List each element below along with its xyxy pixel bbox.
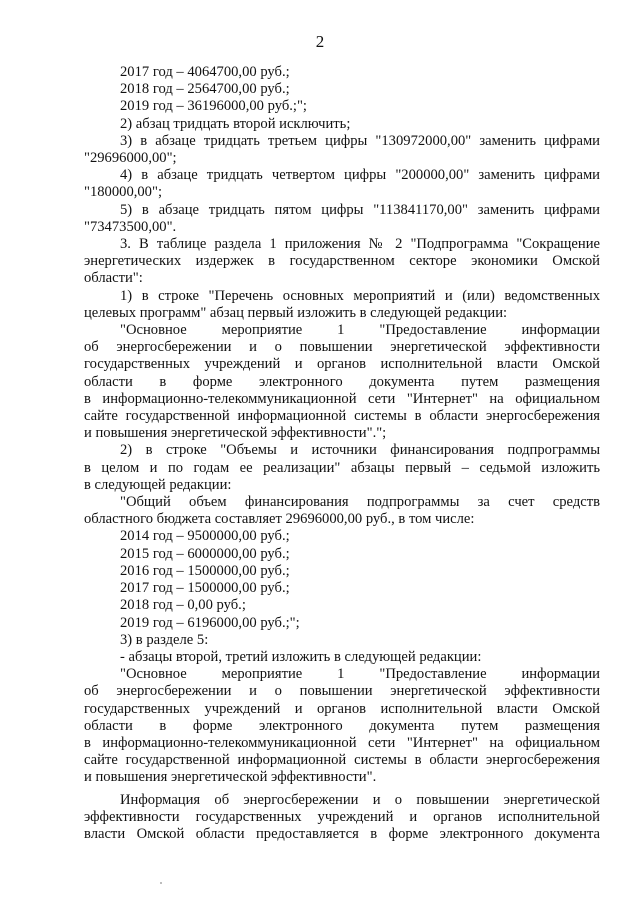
text-line: власти Омской области предоставляется в форме электронного документа (84, 825, 600, 842)
text-line: 3) в разделе 5: (120, 631, 209, 648)
text-line: энергетических издержек в государственном секторе экономики Омской (84, 253, 600, 270)
text-line: 2016 год – 1500000,00 руб.; (120, 562, 290, 579)
text-line: области": (84, 270, 143, 287)
text-line: об энергосбережении и о повышении энергетической эффективности (84, 339, 600, 356)
text-line: - абзацы второй, третий изложить в следующей редакции: (120, 648, 482, 665)
text-line: "180000,00"; (84, 184, 162, 201)
text-line: "Основное мероприятие 1 "Предоставление информации (120, 666, 600, 683)
text-line: 2019 год – 6196000,00 руб.;"; (120, 614, 300, 631)
scan-speck (160, 882, 162, 884)
text-line: 5) в абзаце тридцать пятом цифры "113841170,00" заменить цифрами (120, 201, 600, 218)
text-line: об энергосбережении и о повышении энергетической эффективности (84, 683, 600, 700)
text-line: "Общий объем финансирования подпрограммы за счет средств (120, 494, 600, 511)
text-line: 2018 год – 2564700,00 руб.; (120, 81, 290, 98)
text-line: 2014 год – 9500000,00 руб.; (120, 528, 290, 545)
text-line: 3. В таблице раздела 1 приложения № 2 "Подпрограмма "Сокращение (120, 236, 600, 253)
text-line: в следующей редакции: (84, 476, 232, 493)
text-line: сайте государственной информационной системы в области энергосбережения (84, 408, 600, 425)
text-line: 1) в строке "Перечень основных мероприятий и (или) ведомственных (120, 287, 600, 304)
text-line: 2017 год – 4064700,00 руб.; (120, 64, 290, 80)
text-line: 2) абзац тридцать второй исключить; (120, 115, 351, 132)
text-line: в информационно-телекоммуникационной сети "Интернет" на официальном (84, 734, 600, 751)
text-line: области в форме электронного документа путем размещения (84, 717, 600, 734)
text-line: 2018 год – 0,00 руб.; (120, 597, 246, 614)
text-line: 2) в строке "Объемы и источники финансирования подпрограммы (120, 442, 600, 459)
text-line: и повышения энергетической эффективности". (84, 769, 377, 786)
text-line: 3) в абзаце тридцать третьем цифры "130972000,00" заменить цифрами (120, 132, 600, 149)
text-line: 4) в абзаце тридцать четвертом цифры "200000,00" заменить цифрами (120, 167, 600, 184)
text-line: государственных учреждений и органов исполнительной власти Омской (84, 700, 600, 717)
document-body (84, 64, 600, 843)
text-line: "Основное мероприятие 1 "Предоставление информации (120, 322, 600, 339)
text-line: сайте государственной информационной системы в области энергосбережения (84, 752, 600, 769)
text-line: 2019 год – 36196000,00 руб.;"; (120, 98, 307, 115)
text-line: и повышения энергетической эффективности"."; (84, 425, 387, 442)
text-line: 2017 год – 1500000,00 руб.; (120, 580, 290, 597)
text-line: в целом и по годам ее реализации" абзацы первый – седьмой изложить (84, 459, 600, 476)
text-line: эффективности государственных учреждений и органов исполнительной (84, 808, 600, 825)
text-line: "73473500,00". (84, 218, 177, 235)
text-line: Информация об энергосбережении и о повышении энергетической (120, 791, 600, 808)
text-line: государственных учреждений и органов исполнительной власти Омской (84, 356, 600, 373)
text-line: "29696000,00"; (84, 150, 177, 167)
page-number: 2 (315, 32, 325, 51)
text-line: областного бюджета составляет 29696000,00 руб., в том числе: (84, 511, 475, 528)
text-line: 2015 год – 6000000,00 руб.; (120, 545, 290, 562)
text-line: области в форме электронного документа путем размещения (84, 373, 600, 390)
text-line: целевых программ" абзац первый изложить в следующей редакции: (84, 304, 508, 321)
text-line: в информационно-телекоммуникационной сети "Интернет" на официальном (84, 390, 600, 407)
